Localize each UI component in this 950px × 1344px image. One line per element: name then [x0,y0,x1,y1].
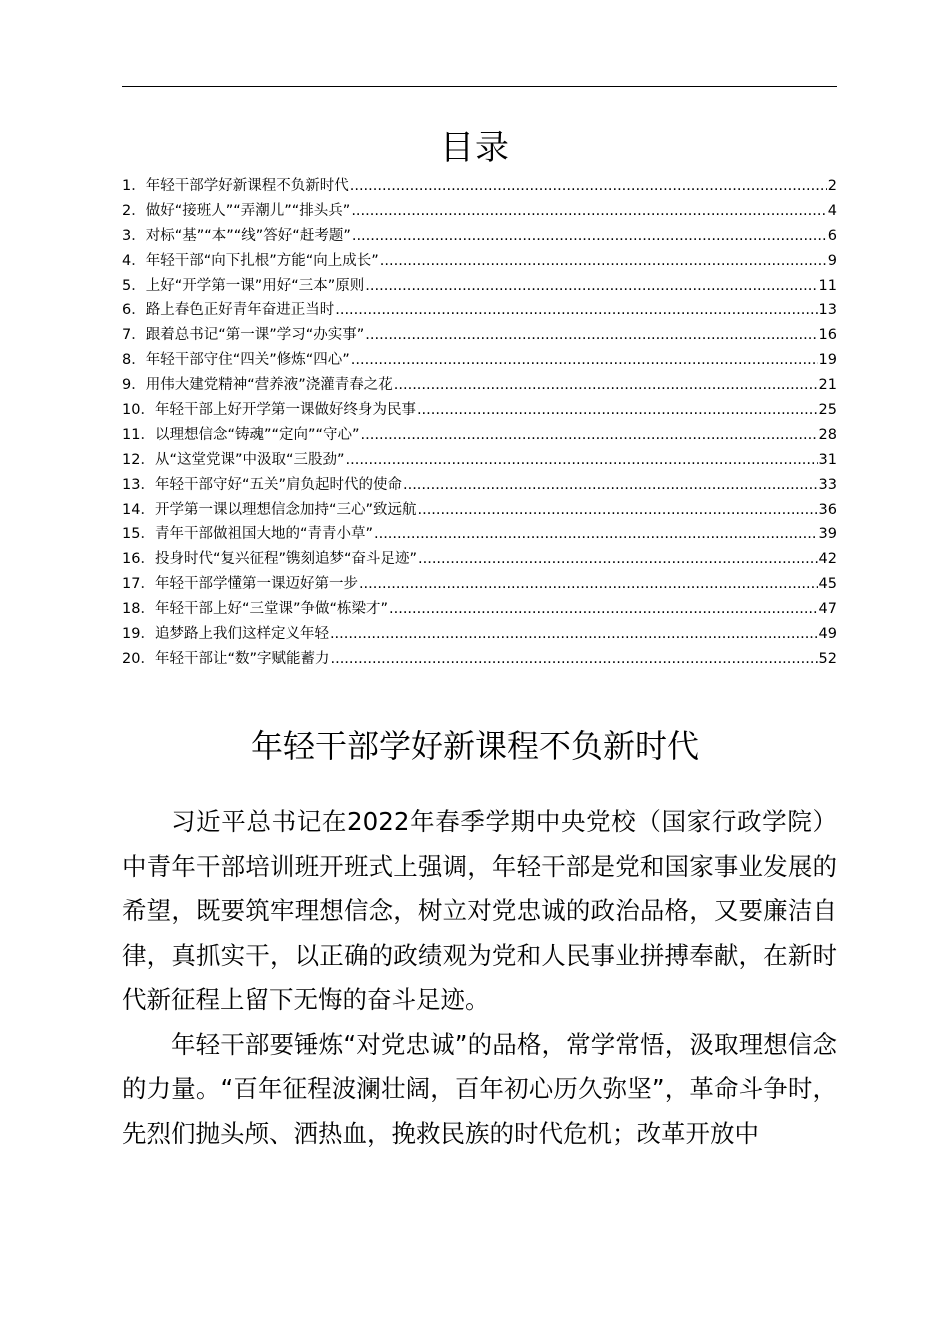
toc-leader-dots [350,174,827,199]
toc-entry-number: 17． [122,576,155,593]
toc-leader-dots [417,498,817,523]
toc-entry-text: 做好“接班人”“弄潮儿”“排头兵” [145,202,351,219]
toc-leader-dots [346,448,818,473]
toc-entry[interactable] [122,522,837,547]
toc-entry[interactable] [122,473,837,498]
toc-entry-page: 21 [818,377,837,394]
toc-entry-text: 从“这堂党课”中汲取“三股劲” [154,451,345,468]
toc-entry[interactable] [122,423,837,448]
toc-entry-page: 52 [818,650,837,667]
toc-entry-page: 45 [818,576,837,593]
toc-entry-number: 2． [122,202,146,219]
toc-entry-page: 28 [818,426,837,443]
toc-entry[interactable] [122,547,837,572]
toc-entry-text: 对标“基”“本”“线”答好“赶考题” [145,227,351,244]
toc-entry[interactable] [122,647,837,672]
toc-entry-number: 16． [122,551,155,568]
toc-leader-dots [394,373,818,398]
toc-entry-number: 9． [122,377,146,394]
toc-entry[interactable] [122,298,837,323]
toc-leader-dots [351,348,818,373]
toc-entry-text: 年轻干部“向下扎根”方能“向上成长” [145,252,379,269]
toc-leader-dots [403,473,818,498]
toc-leader-dots [374,522,818,547]
toc-entry-number: 7． [122,327,146,344]
toc-entry-text: 年轻干部守好“五关”肩负起时代的使命 [154,476,402,493]
toc-entry-text: 年轻干部上好开学第一课做好终身为民事 [154,402,416,419]
header-rule [122,86,837,87]
toc-leader-dots [365,274,817,299]
toc-entry-page: 25 [818,402,837,419]
toc-entry[interactable] [122,274,837,299]
toc-entry-page: 2 [827,178,837,194]
toc-leader-dots [335,298,817,323]
toc-leader-dots [359,572,818,597]
toc-leader-dots [352,224,827,249]
toc-leader-dots [330,622,818,647]
toc-title: 目录 [440,128,510,168]
toc-entry-text: 年轻干部学懂第一课迈好第一步 [154,576,358,593]
toc-leader-dots [418,547,818,572]
toc-entry-text: 年轻干部守住“四关”修炼“四心” [145,352,350,369]
toc-entry-page: 11 [818,277,837,294]
toc-entry-page: 49 [818,626,837,643]
table-of-contents [122,174,837,672]
toc-entry-text: 以理想信念“铸魂”“定向”“守心” [154,426,360,443]
toc-entry-text: 开学第一课以理想信念加持“三心”致远航 [154,501,417,518]
toc-entry[interactable] [122,323,837,348]
toc-entry-page: 42 [818,551,837,568]
toc-entry[interactable] [122,448,837,473]
toc-leader-dots [380,249,827,274]
toc-entry-number: 15． [122,526,155,543]
toc-leader-dots [365,323,817,348]
toc-entry-text: 年轻干部上好“三堂课”争做“栋梁才” [154,601,388,618]
toc-entry-page: 39 [818,526,837,543]
toc-entry-number: 6． [122,302,146,319]
toc-entry-number: 11． [122,426,155,443]
article-paragraph: 习近平总书记在2022年春季学期中央党校（国家行政学院）中青年干部培训班开班式上强调，年轻干部是党和国家事业发展的希望，既要筑牢理想信念，树立对党忠诚的政治品格，又要廉洁自律，真抓实干，以正确的政绩观为党和人民事业拼搏奉献，在新时代新征程上留下无悔的奋斗足迹。 [122,807,837,1014]
article-paragraph: 年轻干部要锤炼“对党忠诚”的品格，常学常悟，汲取理想信念的力量。“百年征程波澜壮阔，百年初心历久弥坚”，革命斗争时，先烈们抛头颅、洒热血，挽救民族的时代危机；改革开放中 [122,1029,837,1148]
toc-entry-page: 4 [827,202,837,219]
toc-entry[interactable] [122,174,837,199]
toc-entry-number: 4． [122,252,146,269]
toc-entry-text: 年轻干部学好新课程不负新时代 [145,178,349,194]
toc-entry[interactable] [122,224,837,249]
toc-entry-text: 追梦路上我们这样定义年轻 [154,626,329,643]
toc-entry[interactable] [122,597,837,622]
toc-entry-page: 9 [827,252,837,269]
toc-entry-page: 13 [818,302,837,319]
toc-entry-number: 1． [122,178,146,194]
toc-entry[interactable] [122,348,837,373]
toc-entry[interactable] [122,373,837,398]
toc-entry-text: 用伟大建党精神“营养液”浇灌青春之花 [145,377,393,394]
toc-leader-dots [330,647,817,672]
toc-entry[interactable] [122,572,837,597]
toc-entry-page: 31 [818,451,837,468]
toc-entry[interactable] [122,199,837,224]
toc-entry[interactable] [122,622,837,647]
toc-leader-dots [351,199,826,224]
toc-entry-page: 19 [818,352,837,369]
toc-entry-text: 上好“开学第一课”用好“三本”原则 [145,277,365,294]
toc-entry-number: 5． [122,277,146,294]
toc-entry-page: 16 [818,327,837,344]
toc-entry-number: 12． [122,451,155,468]
article-body [122,800,837,1156]
toc-entry-number: 20． [122,650,155,667]
toc-entry-number: 18． [122,601,155,618]
toc-entry-number: 13． [122,476,155,493]
toc-entry-page: 36 [818,501,837,518]
toc-leader-dots [417,398,818,423]
toc-entry[interactable] [122,498,837,523]
toc-leader-dots [389,597,818,622]
toc-entry-page: 33 [818,476,837,493]
toc-entry-text: 青年干部做祖国大地的“青青小草” [154,526,373,543]
toc-entry[interactable] [122,249,837,274]
toc-entry[interactable] [122,398,837,423]
toc-entry-text: 跟着总书记“第一课”学习“办实事” [145,327,365,344]
toc-entry-number: 8． [122,352,146,369]
article-title: 年轻干部学好新课程不负新时代 [250,727,699,765]
toc-entry-text: 年轻干部让“数”字赋能蓄力 [154,650,330,667]
toc-entry-number: 14． [122,501,155,518]
toc-entry-text: 路上春色正好青年奋进正当时 [145,302,335,319]
toc-entry-number: 10． [122,402,155,419]
toc-entry-text: 投身时代“复兴征程”镌刻追梦“奋斗足迹” [154,551,417,568]
toc-entry-number: 19． [122,626,155,643]
toc-entry-number: 3． [122,227,146,244]
toc-entry-page: 47 [818,601,837,618]
toc-entry-page: 6 [827,227,837,244]
toc-leader-dots [361,423,818,448]
